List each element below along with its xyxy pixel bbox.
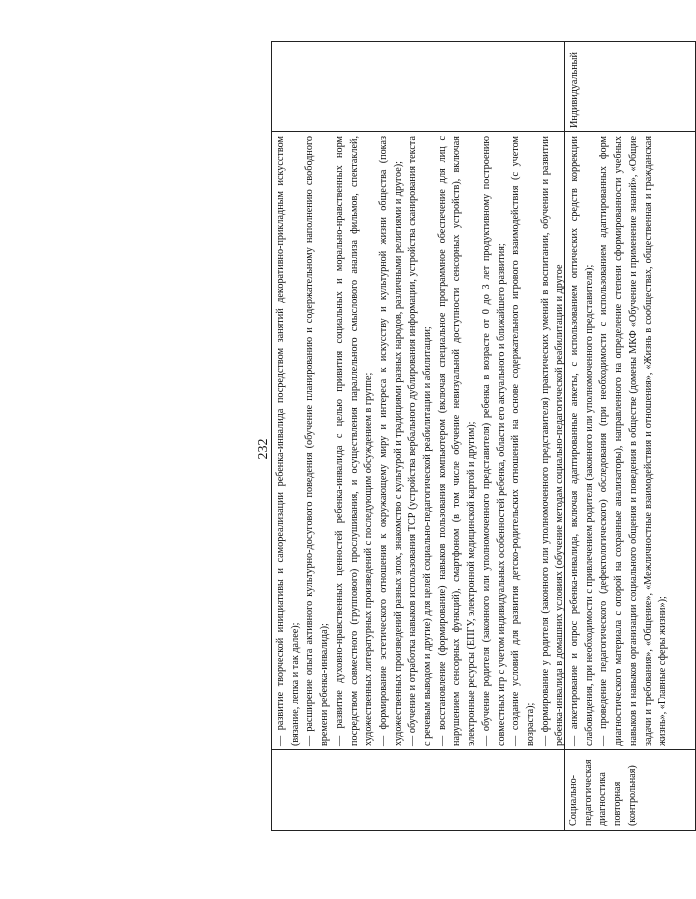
list-item: — проведение педагогического (дефектологического) обследования (при необходимости с использованием адаптированных форм диагностического материала с опорой на сохранные анализаторы), направленного на определение степени сформированности учебных навыков и навыков организации социального общения и поведения в обществе (домены МКФ «Обучение и применение знаний», «Общие задачи и требования», «Общение», «Межличностные взаимодействия и отношения», «Жизнь в сообществах, общественная и гражданская жизнь», «Главные сферы жизни»); — [598, 136, 669, 746]
list-item: — развитие духовно-нравственных ценностей ребенка-инвалида с целью привития социальных и морально-нравственных норм посредством совместного (группового) прослушивания, и осуществления параллельного смыслового анализа фильмов, спектаклей, художественных литературных произведений с последующим обсуждением в группе; — [333, 136, 375, 746]
list-item: — создание условий для развития детско-родительских отношений на основе содержательного игрового взаимодействия (с учетом возраста); — [510, 136, 536, 746]
services-table — [271, 41, 696, 831]
list-item: — обучение и отработка навыков использования ТСР (устройства вербального дублирования информации, устройства сканирования текста с речевым выводом и другие) для целей социально-педагогической реабилитации и абилитации; — [407, 136, 434, 746]
list-item: — формирование эстетического отношения к окружающему миру и интереса к искусству и культурной жизни общества (показ художественных произведений разных эпох, знакомство с культурой и традициями разных народов, различными религиями и другое); — [377, 136, 404, 746]
category-cell — [567, 754, 641, 826]
list-item: — расширение опыта активного культурно-досугового поведения (обучение планированию и содержательному наполнению свободного времени ребенка-инвалида); — [304, 136, 331, 746]
list-item: — формирование у родителя (законного или уполномоченного представителя) практических умений в воспитании, обучении и развитии ребенка-инвалида в домашних условиях (обучение методам социально-педагогической реабилитации и другое — [539, 136, 566, 746]
list-item: — развитие творческой инициативы и самореализации ребенка-инвалида посредством занятий декоративно-прикладным искусством (вязание, лепка и так далее); — [275, 136, 301, 746]
form-cell — [568, 44, 583, 128]
continued-content-cell — [274, 136, 568, 746]
rotated-table-container — [271, 41, 696, 831]
list-item: — анкетирование и опрос ребенка-инвалида, включая адаптированные анкеты, с использованием оптических средств коррекции слабовидения, при необходимости с привлечением родителя (законного или уполномоченного представителя); — [569, 136, 595, 746]
page-number: 232 — [256, 438, 271, 460]
column-divider — [272, 749, 695, 750]
diagnostics-content-cell — [568, 136, 671, 746]
list-item: — обучение родителя (законного или уполномоченного представителя) ребенка в возрасте от 0 до 3 лет продуктивному построению совместных игр с учетом индивидуальных особенностей ребенка, области его актуального и ближайшего развития; — [480, 136, 507, 746]
column-divider — [272, 131, 695, 132]
category-text: Социально-педагогическая диагностика повторная (контрольная) — [568, 759, 638, 826]
list-item: — восстановление (формирование) навыков пользования компьютером (включая специальное программное обеспечение для лиц с нарушением сенсорных функций), смартфоном (в том числе обучение невизуальной доступности сенсорных устройств), включая электронные ресурсы (ЕПГУ, электронной медицинской картой и другим); — [436, 136, 478, 746]
form-text: Индивидуальный — [569, 52, 580, 128]
